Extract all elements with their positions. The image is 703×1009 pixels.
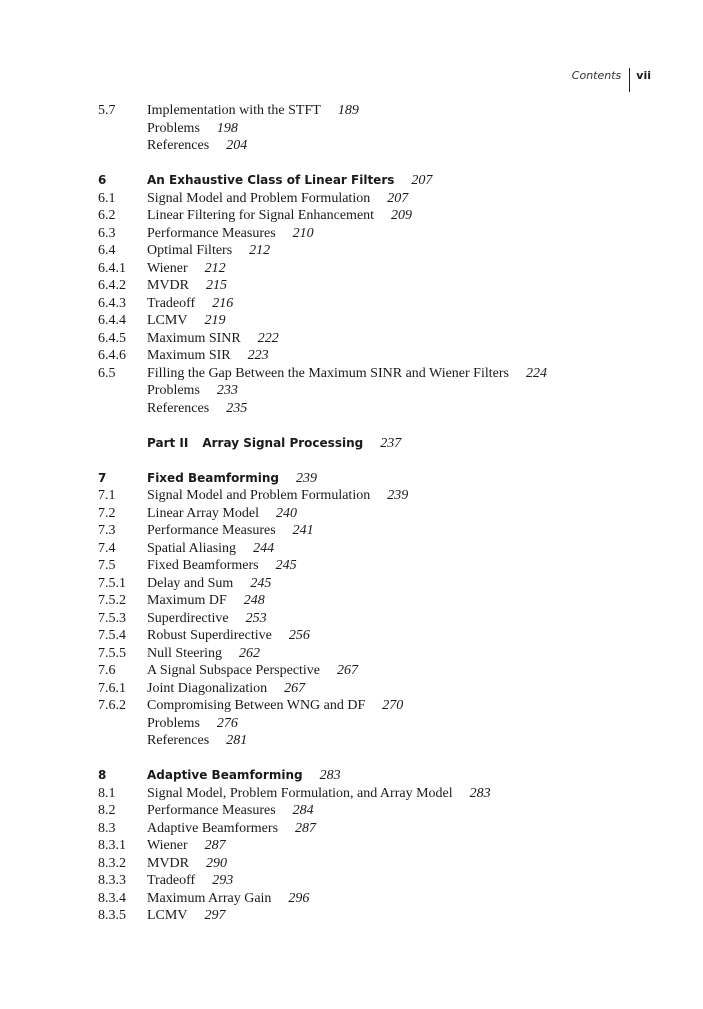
toc-page-number: 256	[288, 628, 310, 643]
toc-entry-row	[98, 383, 658, 401]
toc-entry-row	[98, 121, 658, 139]
toc-entry-row	[98, 331, 658, 349]
toc-page-number: 215	[206, 278, 228, 293]
toc-section-number: 8	[98, 768, 107, 782]
toc-entry-title: Problems	[147, 120, 200, 136]
toc-entry-row	[98, 523, 658, 541]
toc-section-number: 7.5.5	[98, 645, 126, 661]
page-header	[572, 68, 651, 92]
toc-entry-row	[98, 663, 658, 681]
toc-entry-title: MVDR	[147, 278, 190, 293]
toc-entry-row	[98, 908, 658, 926]
toc-entry-row	[98, 821, 658, 839]
toc-page-number: 239	[295, 470, 317, 486]
toc-entry-title: Adaptive Beamformers	[147, 820, 279, 836]
toc-entry-title: Linear Array Model	[147, 505, 259, 521]
running-head: Contents	[571, 69, 622, 82]
toc-entry-row	[98, 611, 658, 629]
toc-entry-title: Delay and Sum	[147, 575, 234, 591]
toc-page-number: 287	[295, 820, 317, 836]
toc-section-number: 5.7	[98, 103, 116, 118]
toc-section-number: 7.5.4	[98, 628, 126, 643]
toc-page-number: 293	[212, 873, 234, 888]
toc-entry-title: Maximum SINR	[147, 330, 241, 346]
toc-section-number: 7.5	[98, 558, 116, 573]
page-number: vii	[636, 69, 651, 82]
toc-page-number: 270	[382, 698, 404, 713]
toc-entry-row	[98, 838, 658, 856]
toc-page-number: 283	[319, 768, 341, 783]
toc-entry-title: Wiener	[147, 260, 188, 276]
toc-page-number: 212	[204, 260, 226, 276]
toc-part-row	[98, 436, 658, 454]
toc-spacer	[98, 156, 658, 174]
toc-page-number: 283	[469, 785, 491, 801]
toc-entry-row	[98, 891, 658, 909]
toc-section-number: 7.6	[98, 663, 116, 678]
toc-entry-title: Performance Measures	[147, 225, 276, 241]
toc-entry-title: Problems	[147, 383, 200, 398]
toc-page-number: 297	[204, 908, 226, 923]
toc-entry-title: LCMV	[147, 908, 188, 923]
toc-entry-title: Filling the Gap Between the Maximum SINR and Wiener Filters	[147, 365, 509, 381]
toc-entry-row	[98, 593, 658, 611]
toc-page-number: 296	[288, 890, 310, 906]
toc-part-title: Array Signal Processing	[202, 435, 364, 450]
toc-entry-row	[98, 296, 658, 314]
toc-entry-row	[98, 313, 658, 331]
toc-entry-row	[98, 541, 658, 559]
toc-page-number: 212	[249, 243, 271, 258]
toc-entry-title: Maximum DF	[147, 593, 227, 608]
toc-entry-title: Adaptive Beamforming	[147, 768, 303, 782]
toc-entry-row	[98, 488, 658, 506]
toc-page-number: 237	[380, 435, 402, 451]
toc-page-number: 210	[292, 225, 314, 241]
toc-page-number: 287	[204, 838, 226, 853]
toc-section-number: 6.5	[98, 365, 116, 381]
toc-entry-row	[98, 716, 658, 734]
toc-entry-title: A Signal Subspace Perspective	[147, 663, 321, 678]
toc-section-number: 7	[98, 470, 107, 485]
toc-page-number: 267	[337, 663, 359, 678]
toc-section-number: 7.5.2	[98, 593, 126, 608]
toc-spacer	[98, 453, 658, 471]
toc-page-number: 189	[337, 103, 359, 118]
toc-section-number: 7.5.1	[98, 575, 126, 591]
toc-section-number: 8.1	[98, 785, 116, 801]
toc-page-number: 281	[226, 733, 248, 748]
toc-section-number: 7.5.3	[98, 610, 126, 626]
toc-entry-title: Problems	[147, 715, 200, 731]
toc-entry-title	[147, 436, 363, 450]
toc-page-number: 222	[257, 330, 279, 346]
toc-entry-title: Signal Model and Problem Formulation	[147, 190, 371, 206]
toc-entry-row	[98, 786, 658, 804]
toc-page-number: 245	[250, 575, 272, 591]
table-of-contents	[98, 103, 658, 926]
toc-entry-row	[98, 803, 658, 821]
toc-entry-row	[98, 103, 658, 121]
toc-entry-row	[98, 698, 658, 716]
toc-page-number: 204	[226, 138, 248, 153]
toc-entry-row	[98, 261, 658, 279]
toc-page-number: 248	[243, 593, 265, 608]
toc-page-number: 239	[387, 488, 409, 503]
toc-entry-row	[98, 191, 658, 209]
toc-page-number: 219	[204, 313, 226, 328]
toc-entry-title: Maximum Array Gain	[147, 890, 272, 906]
toc-page-number: 207	[411, 173, 433, 188]
toc-entry-row	[98, 366, 658, 384]
toc-entry-title: LCMV	[147, 313, 188, 328]
toc-page-number: 276	[216, 715, 238, 731]
toc-entry-row	[98, 348, 658, 366]
toc-section-number: 6.4.1	[98, 260, 126, 276]
toc-section-number: 7.6.2	[98, 698, 126, 713]
toc-entry-title: Performance Measures	[147, 803, 276, 818]
toc-section-number: 6	[98, 173, 107, 187]
toc-entry-title: Robust Superdirective	[147, 628, 272, 643]
toc-entry-title: Joint Diagonalization	[147, 680, 268, 696]
toc-page-number: 216	[212, 295, 234, 311]
toc-entry-title: Maximum SIR	[147, 348, 231, 363]
toc-page-number: 198	[216, 120, 238, 136]
toc-chapter-row	[98, 768, 658, 786]
toc-entry-title: Implementation with the STFT	[147, 103, 321, 118]
toc-entry-title: Compromising Between WNG and DF	[147, 698, 366, 713]
toc-section-number: 7.3	[98, 523, 116, 538]
toc-entry-title: Spatial Aliasing	[147, 540, 237, 556]
toc-spacer	[98, 751, 658, 769]
toc-entry-title: Fixed Beamformers	[147, 558, 259, 573]
toc-section-number: 7.6.1	[98, 680, 126, 696]
toc-section-number: 8.3.4	[98, 890, 126, 906]
toc-entry-row	[98, 733, 658, 751]
toc-entry-title: Wiener	[147, 838, 188, 853]
toc-section-number: 6.4.2	[98, 278, 126, 293]
toc-page-number: 245	[275, 558, 297, 573]
toc-section-number: 8.3.5	[98, 908, 126, 923]
toc-page-number: 235	[226, 400, 248, 416]
toc-section-number: 6.4.6	[98, 348, 126, 363]
toc-section-number: 6.4.5	[98, 330, 126, 346]
toc-section-number: 6.4.3	[98, 295, 126, 311]
toc-page-number: 224	[525, 365, 547, 381]
toc-entry-title: Optimal Filters	[147, 243, 233, 258]
toc-page-number: 241	[292, 523, 314, 538]
toc-entry-row	[98, 558, 658, 576]
toc-section-number: 6.2	[98, 208, 116, 223]
toc-entry-title: MVDR	[147, 855, 190, 871]
toc-page-number: 223	[247, 348, 269, 363]
toc-entry-title: An Exhaustive Class of Linear Filters	[147, 173, 395, 187]
toc-section-number: 6.4	[98, 243, 116, 258]
toc-section-number: 8.3.2	[98, 855, 126, 871]
toc-page-number: 244	[253, 540, 275, 556]
toc-section-number: 8.3.1	[98, 838, 126, 853]
toc-page-number: 267	[284, 680, 306, 696]
toc-section-number: 7.4	[98, 540, 116, 556]
toc-page-number: 253	[245, 610, 267, 626]
toc-entry-title: Tradeoff	[147, 873, 196, 888]
toc-entry-row	[98, 506, 658, 524]
toc-entry-row	[98, 138, 658, 156]
toc-section-number: 7.1	[98, 488, 116, 503]
toc-entry-row	[98, 628, 658, 646]
toc-section-number: 8.3.3	[98, 873, 126, 888]
toc-page-number: 240	[275, 505, 297, 521]
toc-entry-row	[98, 243, 658, 261]
toc-entry-title: Null Steering	[147, 645, 223, 661]
toc-entry-row	[98, 856, 658, 874]
toc-page-number: 290	[206, 855, 228, 871]
toc-part-label: Part II	[147, 435, 189, 450]
toc-entry-row	[98, 681, 658, 699]
toc-entry-title: Tradeoff	[147, 295, 196, 311]
toc-section-number: 6.3	[98, 225, 116, 241]
toc-page-number: 209	[391, 208, 413, 223]
toc-section-number: 8.2	[98, 803, 116, 818]
toc-entry-title: Fixed Beamforming	[147, 470, 279, 485]
toc-entry-title: References	[147, 733, 210, 748]
toc-entry-title: Linear Filtering for Signal Enhancement	[147, 208, 375, 223]
toc-entry-row	[98, 226, 658, 244]
toc-entry-row	[98, 278, 658, 296]
toc-entry-title: Signal Model and Problem Formulation	[147, 488, 371, 503]
toc-entry-row	[98, 401, 658, 419]
toc-entry-title: Performance Measures	[147, 523, 276, 538]
toc-section-number: 6.1	[98, 190, 116, 206]
toc-entry-title: Signal Model, Problem Formulation, and Array Model	[147, 785, 453, 801]
toc-page-number: 207	[387, 190, 409, 206]
toc-page-number: 262	[239, 645, 261, 661]
toc-entry-row	[98, 646, 658, 664]
toc-page-number: 233	[216, 383, 238, 398]
toc-page-number: 284	[292, 803, 314, 818]
toc-spacer	[98, 418, 658, 436]
toc-section-number: 8.3	[98, 820, 116, 836]
toc-entry-title: Superdirective	[147, 610, 229, 626]
toc-entry-title: References	[147, 138, 210, 153]
toc-entry-row	[98, 208, 658, 226]
toc-section-number: 7.2	[98, 505, 116, 521]
toc-chapter-row	[98, 471, 658, 489]
toc-entry-title: References	[147, 400, 210, 416]
toc-entry-row	[98, 873, 658, 891]
toc-entry-row	[98, 576, 658, 594]
toc-chapter-row	[98, 173, 658, 191]
toc-section-number: 6.4.4	[98, 313, 126, 328]
